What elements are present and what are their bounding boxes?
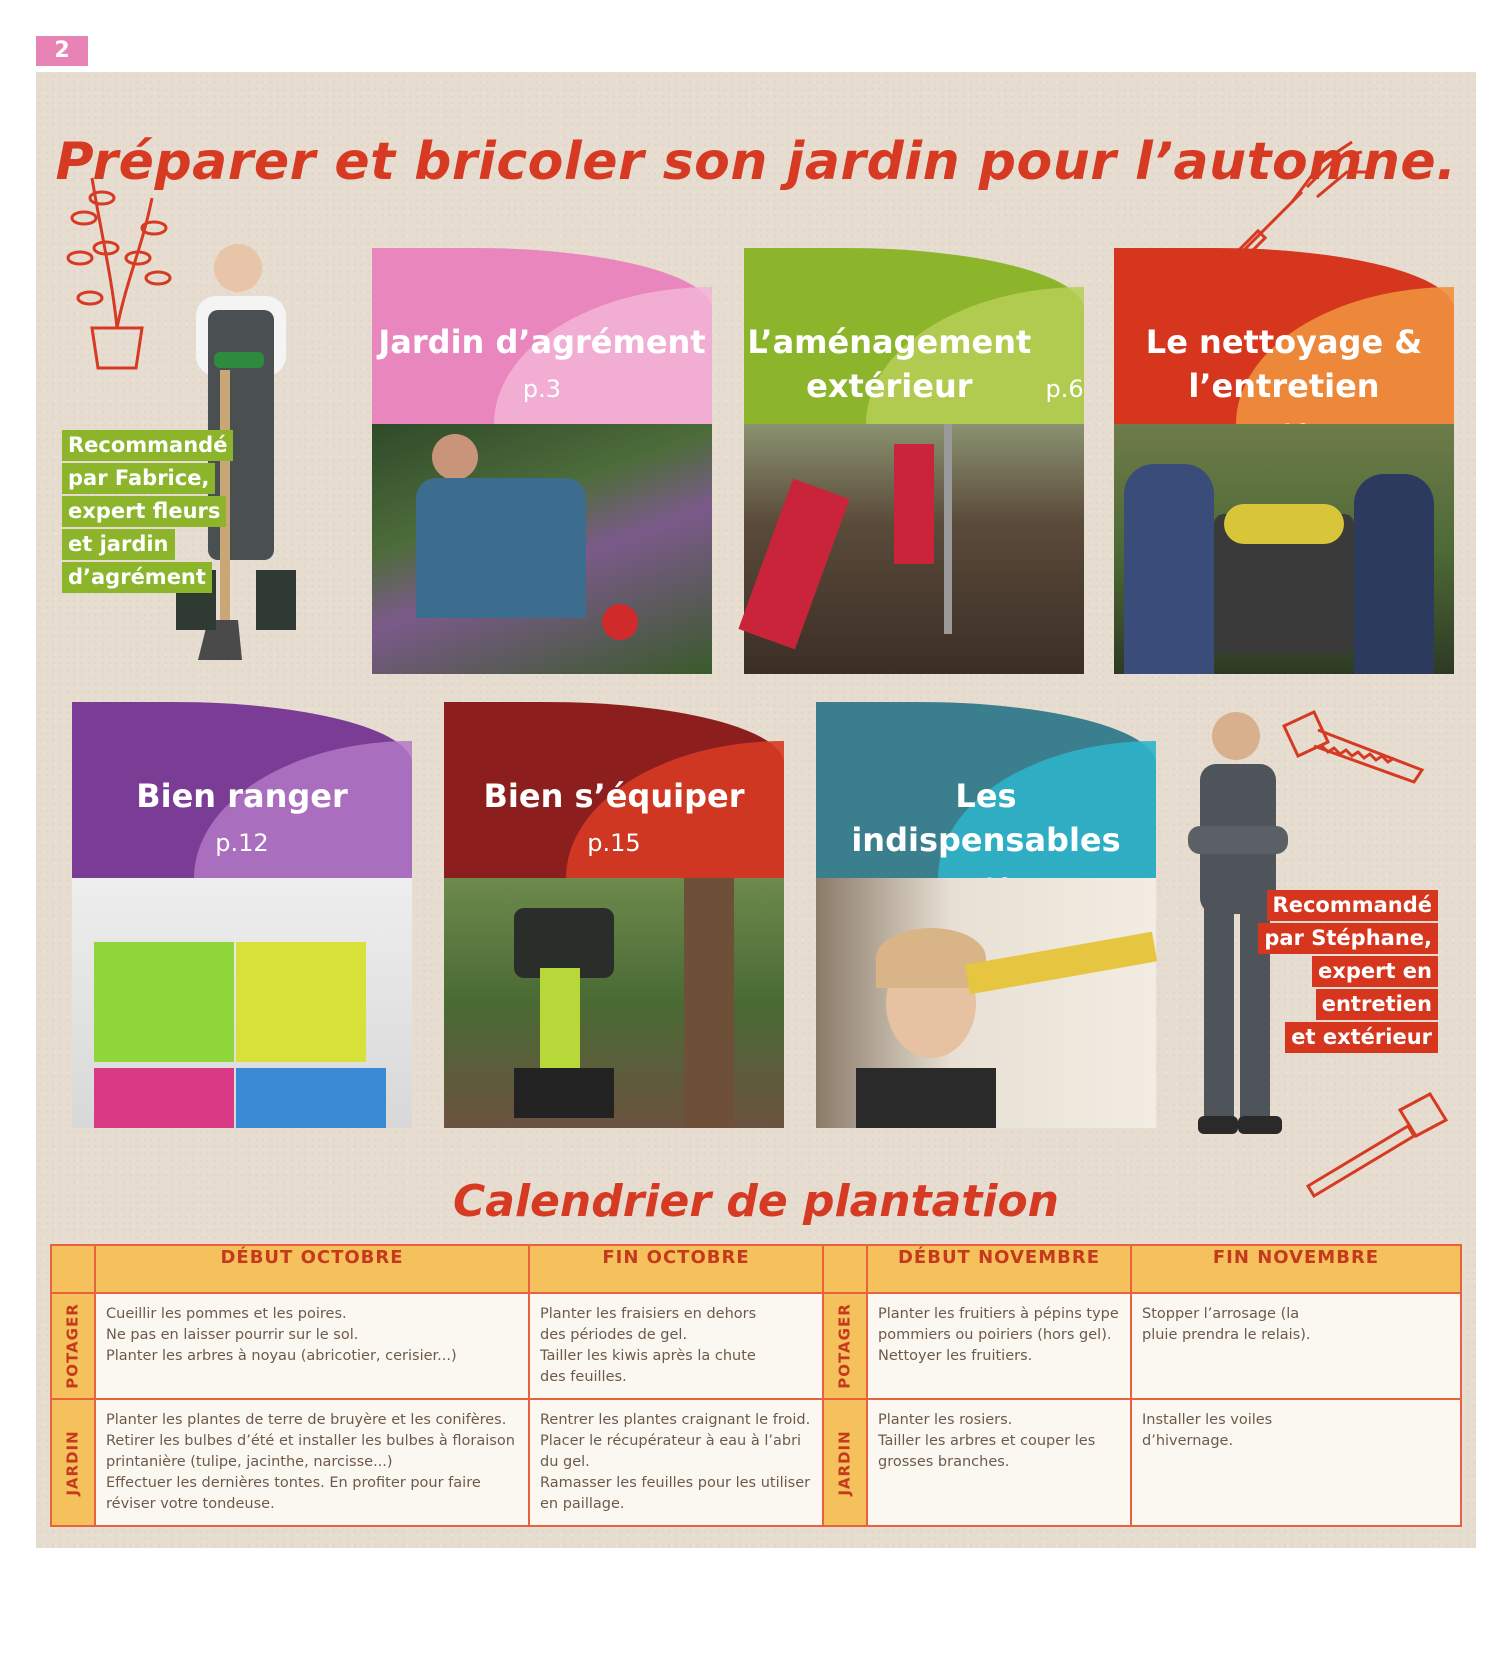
header-debut-novembre: DÉBUT NOVEMBRE [867,1245,1131,1293]
card-page: p.6 [1045,375,1084,403]
calendar-cell: Planter les rosiers. Tailler les arbres et couper les grosses branches. [867,1399,1131,1526]
header-fin-octobre: FIN OCTOBRE [529,1245,823,1293]
expert-stephane-label [1258,890,1438,1055]
expert-label-line: entretien [1316,989,1438,1020]
calendar-cell: Stopper l’arrosage (la pluie prendra le relais). [1131,1293,1461,1399]
header-corner [823,1245,867,1293]
card-page: p.12 [215,829,269,857]
card-photo-storage-boxes [72,878,412,1128]
row-label: JARDIN [823,1399,867,1526]
card-page: p.3 [522,375,562,403]
header-corner [51,1245,95,1293]
card-photo-digging [744,424,1084,674]
calendar-cell: Installer les voiles d’hivernage. [1131,1399,1461,1526]
card-photo-drill [444,878,784,1128]
card-title: Bien ranger [136,777,348,815]
calendar-cell: Cueillir les pommes et les poires. Ne pas en laisser pourrir sur le sol. Planter les arbres à noyau (abricotier, cerisier...) [95,1293,529,1399]
calendar-row-jardin [51,1399,1461,1526]
page-title: Préparer et bricoler son jardin pour l’automne. [55,132,1457,192]
card-banner [816,702,1156,878]
expert-label-line: Recommandé [1267,890,1438,921]
card-banner [744,248,1084,424]
calendar-row-potager [51,1293,1461,1399]
expert-label-line: par Stéphane, [1258,923,1438,954]
expert-label-line: et jardin [62,529,175,560]
card-photo-gardener [372,424,712,674]
row-label: POTAGER [51,1293,95,1399]
card-page: p.15 [587,829,641,857]
card-banner [444,702,784,878]
card-title: L’aménagement extérieur [747,323,1032,405]
expert-fabrice-label [62,430,233,595]
calendar-title: Calendrier de plantation [452,1176,1059,1227]
calendar-cell: Planter les plantes de terre de bruyère et les conifères. Retirer les bulbes d’été et installer les bulbes à floraison printanière (tulipe, jacinthe, narcisse...) Effectuer les dernières tontes. En profiter pour faire réviser votre tondeuse. [95,1399,529,1526]
page-number: 2 [36,36,88,66]
planting-calendar-table [50,1244,1462,1527]
header-fin-novembre: FIN NOVEMBRE [1131,1245,1461,1293]
calendar-cell: Planter les fruitiers à pépins type pommiers ou poiriers (hors gel). Nettoyer les fruitiers. [867,1293,1131,1399]
card-banner [1114,248,1454,424]
expert-label-line: expert fleurs [62,496,226,527]
card-photo-level [816,878,1156,1128]
row-label: JARDIN [51,1399,95,1526]
page-background [36,72,1476,1548]
expert-label-line: expert en [1312,956,1438,987]
calendar-cell: Rentrer les plantes craignant le froid. Placer le récupérateur à eau à l’abri du gel. Ramasser les feuilles pour les utiliser en paillage. [529,1399,823,1526]
expert-label-line: par Fabrice, [62,463,215,494]
card-bien-equiper[interactable] [444,702,784,1128]
card-amenagement-exterieur[interactable] [744,248,1084,674]
expert-label-line: et extérieur [1285,1022,1438,1053]
card-jardin-agrement[interactable] [372,248,712,674]
card-title: Le nettoyage & l’entretien [1145,323,1423,405]
row-label: POTAGER [823,1293,867,1399]
card-title: Jardin d’agrément [378,323,706,361]
card-nettoyage-entretien[interactable] [1114,248,1454,674]
header-debut-octobre: DÉBUT OCTOBRE [95,1245,529,1293]
expert-label-line: d’agrément [62,562,212,593]
card-banner [372,248,712,424]
card-indispensables[interactable] [816,702,1156,1128]
card-bien-ranger[interactable] [72,702,412,1128]
card-photo-leaves [1114,424,1454,674]
card-title: Bien s’équiper [483,777,745,815]
calendar-cell: Planter les fraisiers en dehors des périodes de gel. Tailler les kiwis après la chute des feuilles. [529,1293,823,1399]
garden-fork-icon [1232,132,1372,262]
calendar-header-row [51,1245,1461,1293]
card-banner [72,702,412,878]
card-title: Les indispensables [851,777,1121,859]
expert-label-line: Recommandé [62,430,233,461]
